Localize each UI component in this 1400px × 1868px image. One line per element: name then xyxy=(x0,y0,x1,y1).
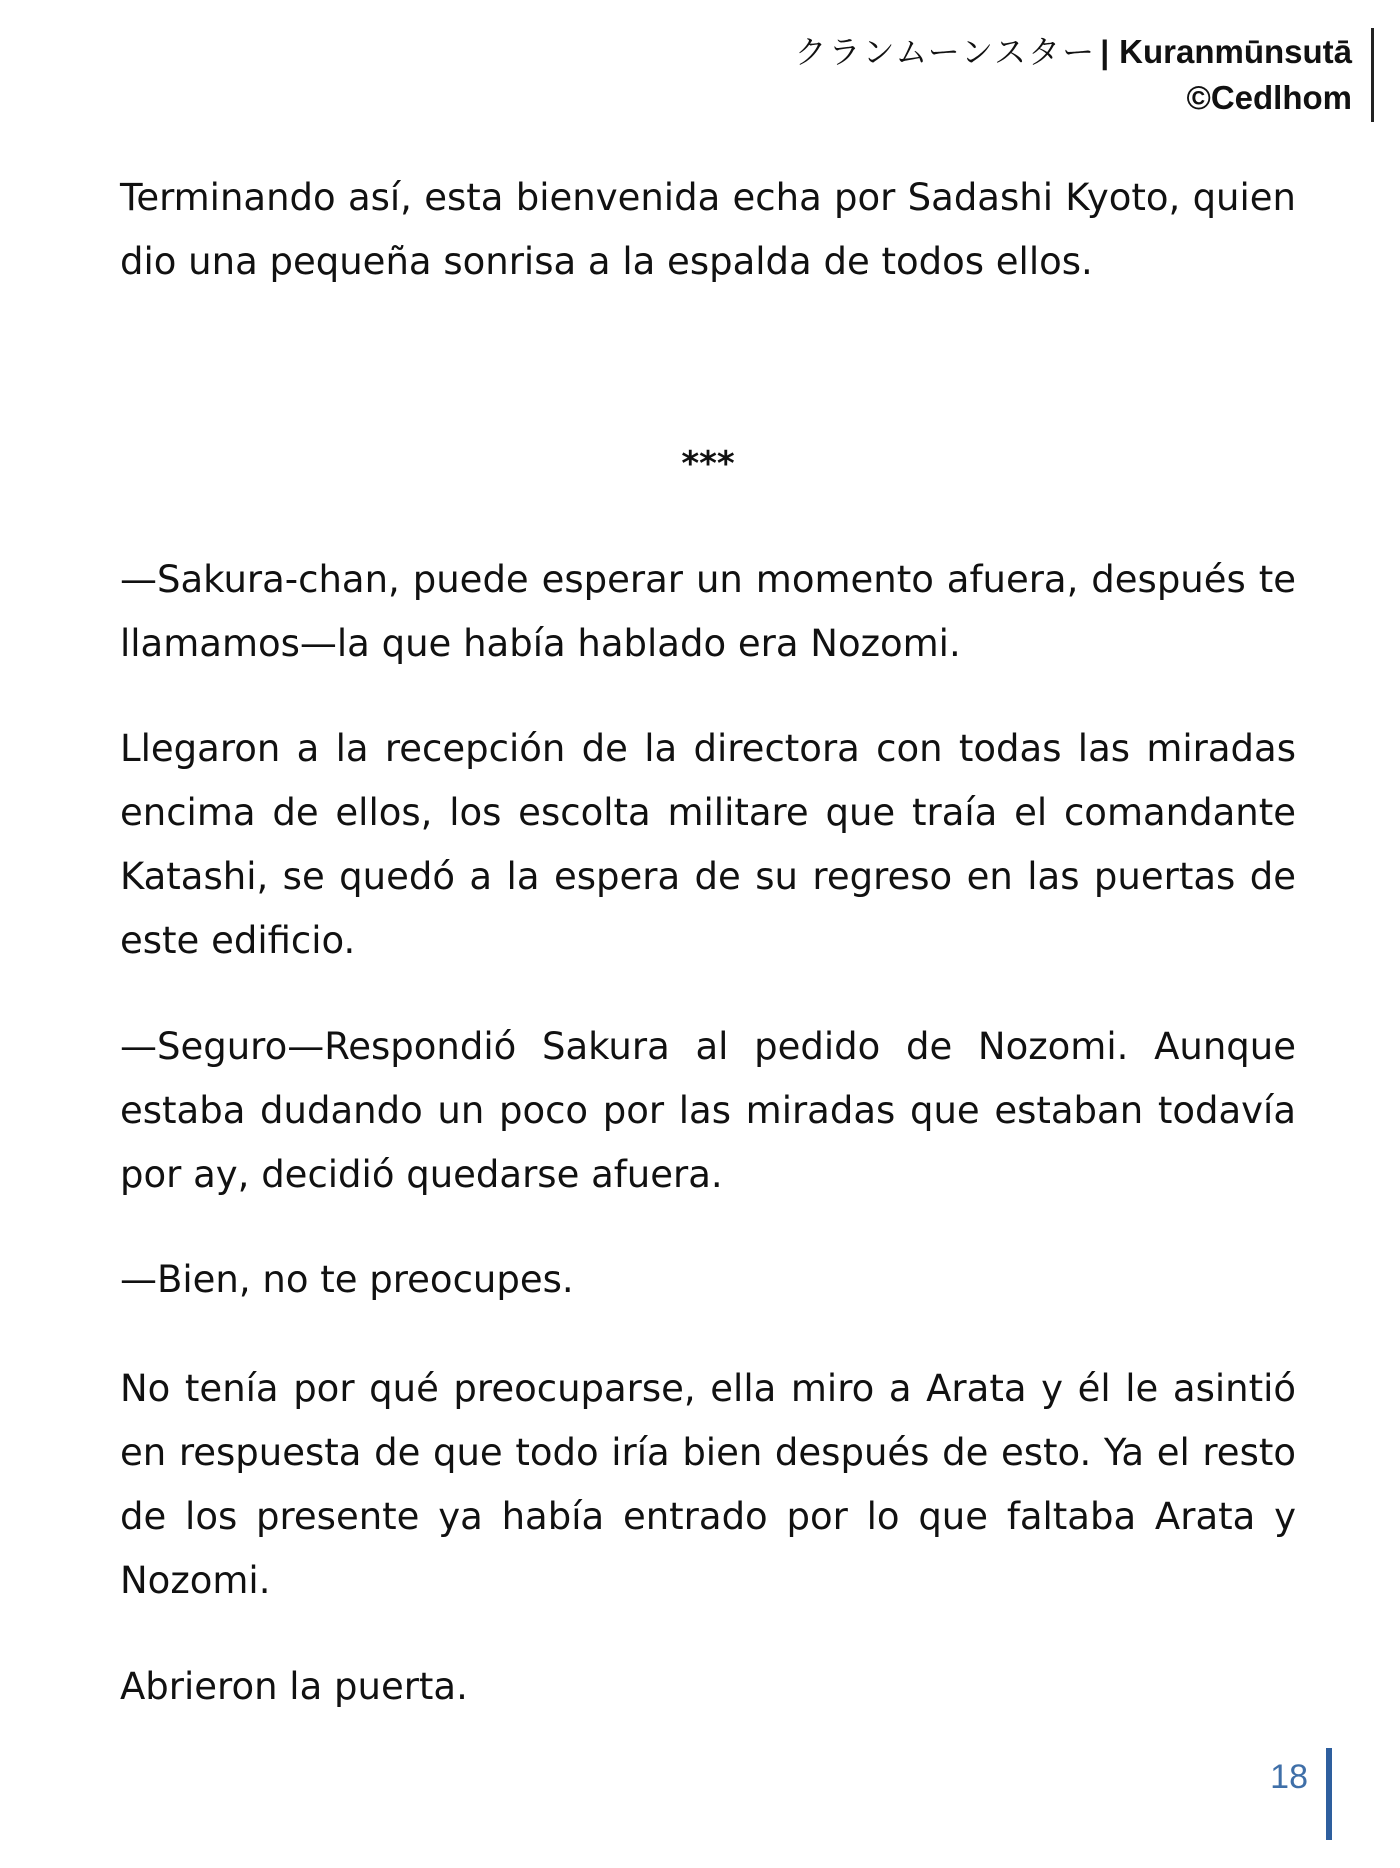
paragraph: Terminando así, esta bienvenida echa por Sadashi Kyoto, quien dio una pequeña sonrisa a la espalda de todos ellos. xyxy=(120,176,1296,283)
header-separator: | xyxy=(1100,34,1110,70)
scene-break: *** xyxy=(681,444,735,484)
page-header xyxy=(674,28,1374,122)
header-divider xyxy=(1371,28,1374,122)
paragraph: Abrieron la puerta. xyxy=(120,1665,468,1708)
paragraph: Llegaron a la recepción de la directora con todas las miradas encima de ellos, los escolta militare que traía el comandante Katashi, se quedó a la espera de su regreso en las puertas de este edificio. xyxy=(120,727,1296,962)
page-number: 18 xyxy=(1270,1758,1308,1796)
header-japanese-title: クランムーンスター xyxy=(794,33,1097,71)
header-title-line xyxy=(795,32,1352,72)
page-number-bar xyxy=(1326,1748,1332,1840)
header-copyright: ©Cedlhom xyxy=(1186,79,1352,116)
header-romanized-title: Kuranmūnsutā xyxy=(1119,33,1352,70)
paragraph: No tenía por qué preocuparse, ella miro a Arata y él le asintió en respuesta de que todo iría bien después de esto. Ya el resto de los presente ya había entrado por lo que faltaba Arata y Nozomi. xyxy=(120,1367,1296,1602)
paragraph: —Sakura-chan, puede esperar un momento afuera, después te llamamos—la que había hablado era Nozomi. xyxy=(120,558,1296,665)
paragraph: —Seguro—Respondió Sakura al pedido de Nozomi. Aunque estaba dudando un poco por las miradas que estaban todavía por ay, decidió quedarse afuera. xyxy=(120,1025,1296,1196)
paragraph: —Bien, no te preocupes. xyxy=(120,1258,574,1301)
